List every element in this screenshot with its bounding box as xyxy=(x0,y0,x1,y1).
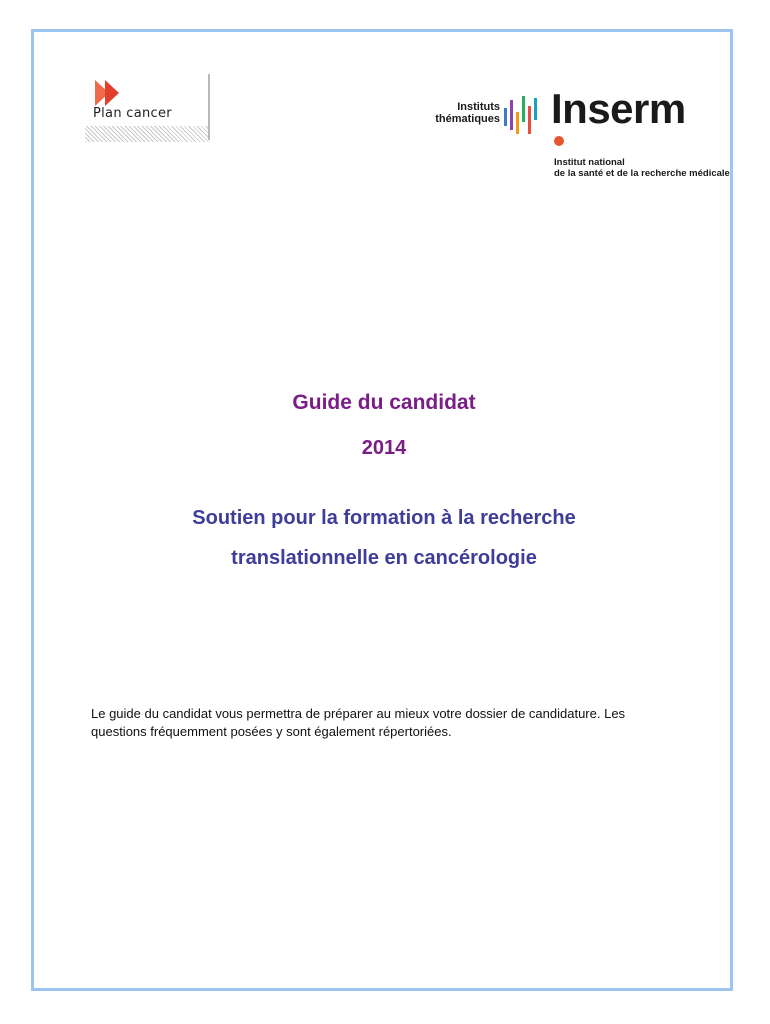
document-year: 2014 xyxy=(361,437,407,459)
logo-hatch-pattern xyxy=(85,126,210,142)
plan-cancer-logo xyxy=(85,74,210,144)
plan-cancer-text: Plan cancer xyxy=(93,106,172,121)
logo-divider xyxy=(208,74,210,140)
thematiques-line: thématiques xyxy=(435,113,500,125)
intro-line1: Le guide du candidat vous permettra de préparer au mieux votre dossier de candidature. Les xyxy=(91,706,626,721)
intro-paragraph xyxy=(91,705,701,741)
inserm-subtitle xyxy=(554,157,744,179)
instituts-thematiques-label xyxy=(420,101,500,125)
inserm-wordmark: Inserm xyxy=(551,85,686,132)
document-title: Guide du candidat xyxy=(292,391,476,414)
inserm-dot-icon xyxy=(554,136,564,146)
intro-line2: questions fréquemment posées y sont également répertoriées. xyxy=(91,724,452,739)
document-subtitle-line1: Soutien pour la formation à la recherche xyxy=(192,507,576,529)
inserm-sub-line2: de la santé et de la recherche médicale xyxy=(554,168,730,179)
instituts-bars-icon xyxy=(503,94,539,138)
inserm-sub-line1: Institut national xyxy=(554,157,625,168)
play-arrows-icon xyxy=(93,78,129,108)
document-subtitle-line2: translationnelle en cancérologie xyxy=(231,547,537,569)
instituts-line: Instituts xyxy=(457,101,500,113)
